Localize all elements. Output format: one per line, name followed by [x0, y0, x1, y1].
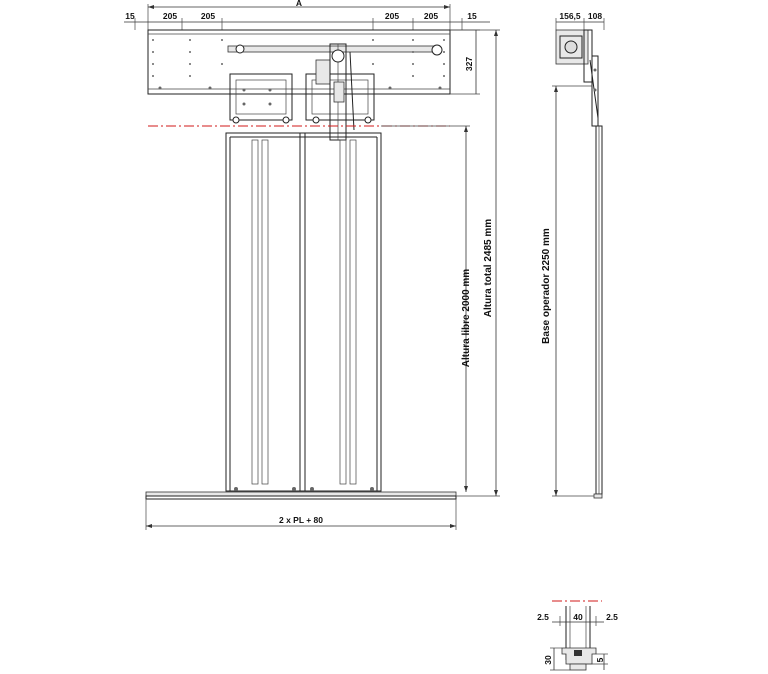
dim-offset-left-label: 15	[125, 11, 135, 21]
door-panels	[226, 133, 381, 491]
door-sill	[146, 492, 456, 499]
operator-header-beam	[148, 30, 480, 94]
dim-overall-width-label: A	[295, 0, 303, 8]
side-view	[541, 11, 604, 498]
dim-total-height-label: Altura total 2485 mm	[483, 218, 494, 318]
sill-height-label: 30	[543, 655, 553, 665]
dim-bottom-width-label: 2 x PL + 80	[278, 515, 324, 525]
sill-width-label: 40	[573, 612, 583, 622]
sill-step-label: 5	[595, 657, 605, 663]
dim-seg-4-label: 205	[423, 11, 439, 21]
dim-seg-1-label: 205	[162, 11, 178, 21]
dim-side-depth-2-label: 108	[587, 11, 603, 21]
dim-seg-3-label: 205	[384, 11, 400, 21]
dim-operator-base-label: Base operador 2250 mm	[541, 228, 552, 344]
dim-side-depth-1-label: 156,5	[559, 11, 581, 21]
top-dimension-chain	[124, 0, 490, 30]
dim-clear-height-label: Altura libre 2000 mm	[461, 268, 472, 368]
sill-right-gap-label: 2.5	[606, 612, 618, 622]
clear-height-dimension	[381, 126, 472, 492]
bottom-width-dimension	[146, 499, 456, 530]
sill-left-gap-label: 2.5	[537, 612, 549, 622]
dim-seg-2-label: 205	[200, 11, 216, 21]
dim-header-height-label: 327	[464, 56, 474, 72]
dim-offset-right-label: 15	[467, 11, 477, 21]
total-height-dimension	[450, 30, 500, 496]
sill-detail	[537, 601, 618, 670]
